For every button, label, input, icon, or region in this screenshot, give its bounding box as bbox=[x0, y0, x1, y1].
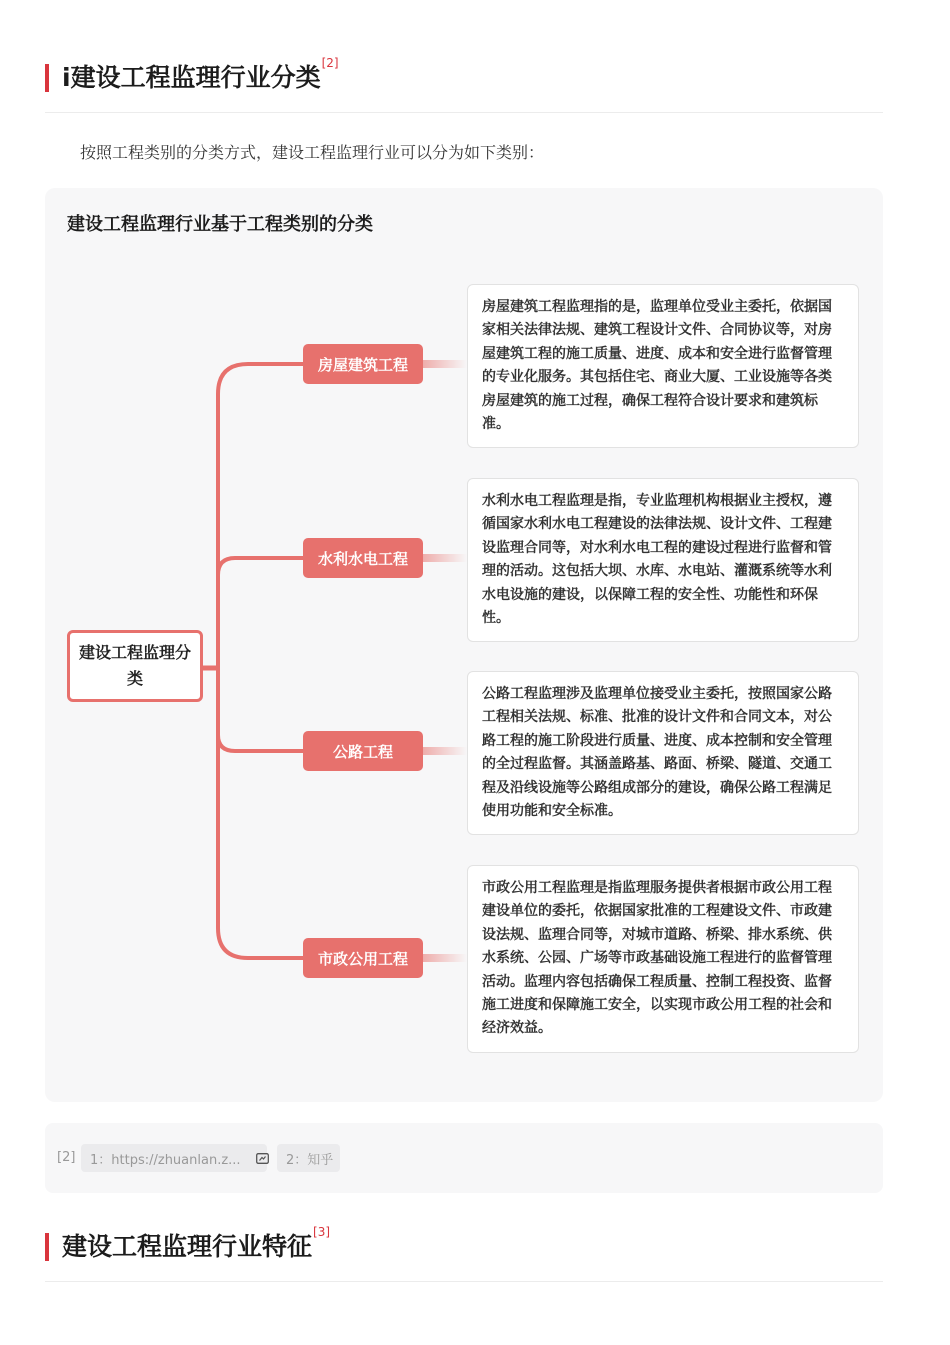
reference-link-1-text: 1：https://zhuanlan.z... bbox=[90, 1152, 241, 1168]
connector-branch-2 bbox=[218, 558, 303, 668]
mindmap-title: 建设工程监理行业基于工程类别的分类 bbox=[67, 214, 373, 235]
heading-accent-bar bbox=[45, 64, 49, 92]
connector-fade-4 bbox=[423, 954, 467, 962]
branch-node-building: 房屋建筑工程 bbox=[303, 344, 423, 384]
branch-desc-municipal: 市政公用工程监理是指监理服务提供者根据市政公用工程建设单位的委托，依据国家批准的工程建设文件、市政建设法规、监理合同等，对城市道路、桥梁、排水系统、供水系统、公园、广场等市政基础设施工程进行的监督管理活动。监理内容包括确保工程质量、控制工程投资、监督施工进度和保障施工安全，以实现市政公用工程的社会和经济效益。 bbox=[467, 865, 859, 1053]
reference-link-1[interactable] bbox=[81, 1144, 267, 1172]
section-heading-features bbox=[45, 1221, 883, 1282]
reference-link-2[interactable] bbox=[277, 1144, 340, 1172]
reference-link-2-text: 2：知乎 bbox=[286, 1152, 334, 1168]
connector-fade-1 bbox=[423, 360, 467, 368]
section-title bbox=[62, 1227, 330, 1263]
section-heading-classification bbox=[45, 52, 883, 113]
branch-desc-highway: 公路工程监理涉及监理单位接受业主委托，按照国家公路工程相关法规、标准、批准的设计文件和合同文本，对公路工程的施工阶段进行质量、进度、成本控制和安全管理的全过程监督。其涵盖路基、路面、桥梁、隧道、交通工程及沿线设施等公路组成部分的建设，确保公路工程满足使用功能和安全标准。 bbox=[467, 671, 859, 835]
branch-desc-building: 房屋建筑工程监理指的是，监理单位受业主委托，依据国家相关法律法规、建筑工程设计文件、合同协议等，对房屋建筑工程的施工质量、进度、成本和安全进行监督管理的专业化服务。其包括住宅、商业大厦、工业设施等各类房屋建筑的施工过程，确保工程符合设计要求和建筑标准。 bbox=[467, 284, 859, 448]
section-title bbox=[62, 58, 339, 94]
connector-branch-4 bbox=[218, 668, 303, 958]
connector-fade-3 bbox=[423, 747, 467, 755]
citation-ref[interactable]: [3] bbox=[313, 1225, 331, 1239]
external-link-icon[interactable] bbox=[256, 1153, 269, 1164]
connector-fade-2 bbox=[423, 554, 467, 562]
branch-node-water: 水利水电工程 bbox=[303, 538, 423, 578]
references-bar bbox=[45, 1123, 883, 1193]
citation-ref[interactable]: [2] bbox=[321, 56, 339, 70]
branch-node-highway: 公路工程 bbox=[303, 731, 423, 771]
section-title-text: 建设工程监理行业特征 bbox=[62, 1232, 313, 1261]
connector-branch-3 bbox=[218, 668, 303, 751]
section-title-text: i建设工程监理行业分类 bbox=[62, 63, 321, 92]
heading-accent-bar bbox=[45, 1233, 49, 1261]
connector-branch-1 bbox=[218, 364, 303, 668]
mindmap-panel bbox=[45, 188, 883, 1102]
intro-paragraph: 按照工程类别的分类方式，建设工程监理行业可以分为如下类别： bbox=[80, 143, 545, 162]
mindmap-root-node: 建设工程监理分类 bbox=[67, 630, 203, 702]
branch-node-municipal: 市政公用工程 bbox=[303, 938, 423, 978]
branch-desc-water: 水利水电工程监理是指，专业监理机构根据业主授权，遵循国家水利水电工程建设的法律法规、设计文件、工程建设监理合同等，对水利水电工程的建设过程进行监督和管理的活动。这包括大坝、水库、水电站、灌溉系统等水利水电设施的建设，以保障工程的安全性、功能性和环保性。 bbox=[467, 478, 859, 642]
reference-tag: [2] bbox=[57, 1150, 76, 1165]
